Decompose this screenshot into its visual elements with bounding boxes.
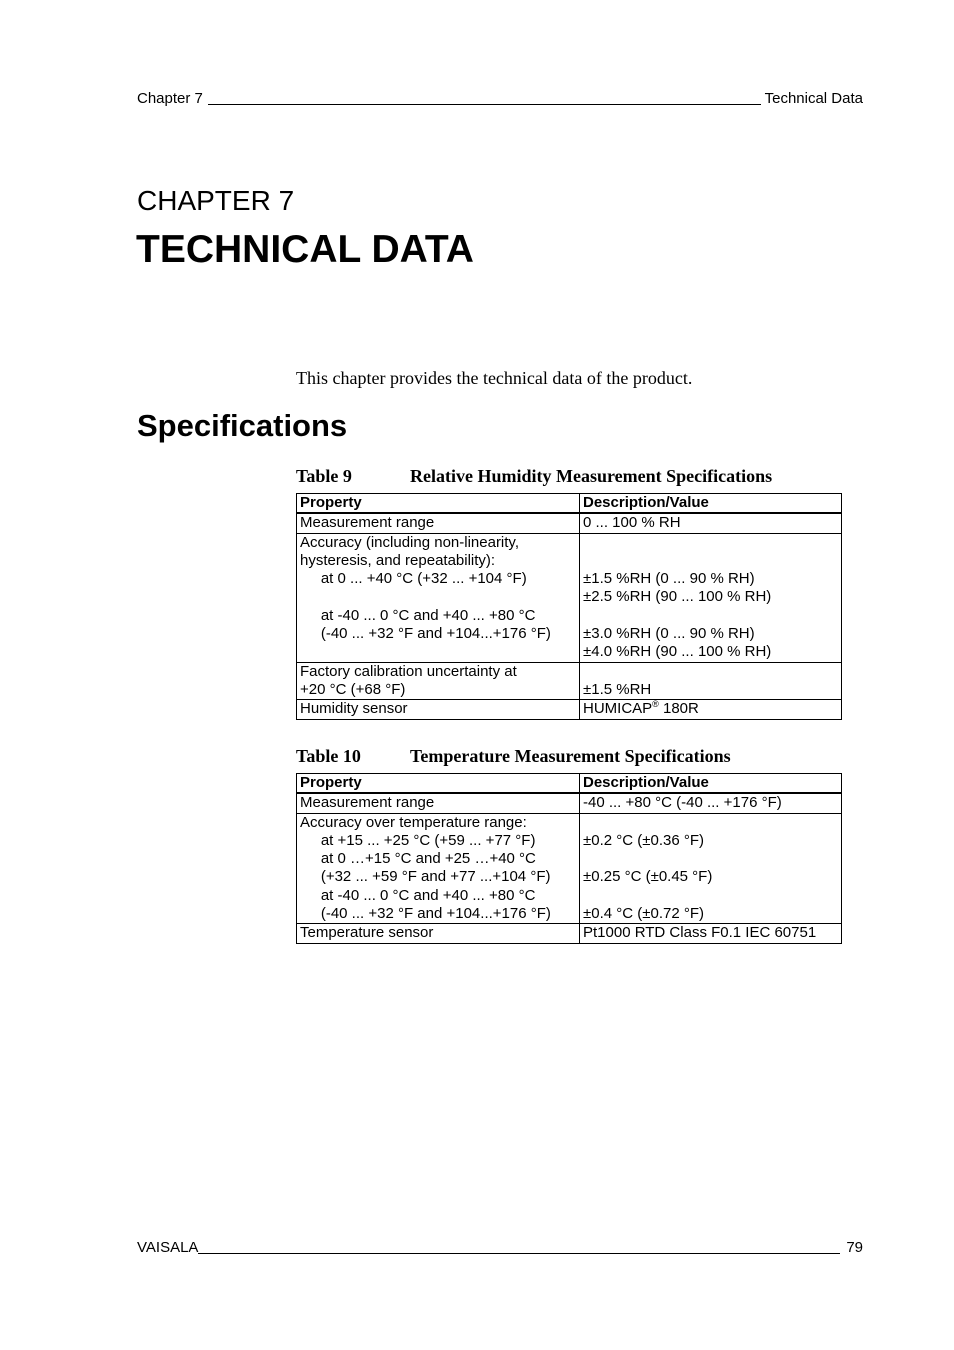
footer-brand: VAISALA: [137, 1239, 199, 1256]
footer-rule: [198, 1253, 840, 1254]
header-section-title: Technical Data: [764, 90, 863, 107]
table-row: [297, 513, 842, 533]
column-header-property: Property: [297, 774, 580, 794]
chapter-label: CHAPTER 7: [137, 185, 295, 216]
section-heading: Specifications: [137, 408, 348, 443]
header-chapter: Chapter 7: [137, 90, 203, 107]
sensor-model: 180R: [658, 700, 699, 718]
sensor-name: HUMICAP: [583, 700, 653, 718]
table-row: [297, 700, 842, 719]
header-rule: [208, 104, 761, 105]
property-cell: Accuracy (including non-linearity, hysteresis, and repeatability): at 0 ... +40 °C (+32 ... +104 °F) at -40 ... 0 °C and +40 ... +80 °C (-40 ... +32 °F and +104...+176 °F): [297, 533, 580, 662]
page-header: [137, 90, 863, 108]
property-cell: Humidity sensor: [297, 700, 580, 719]
temperature-spec-table: [296, 773, 842, 944]
table-number: Table 10: [296, 746, 361, 766]
table-row: [297, 662, 842, 700]
page-number: 79: [846, 1239, 863, 1256]
column-header-value: Description/Value: [580, 494, 842, 514]
intro-paragraph: This chapter provides the technical data of the product.: [296, 368, 693, 388]
table-title: Temperature Measurement Specifications: [410, 746, 731, 766]
value-cell: 0 ... 100 % RH: [580, 513, 842, 533]
table-number: Table 9: [296, 466, 352, 486]
table-title: Relative Humidity Measurement Specifications: [410, 466, 773, 486]
table-row: [297, 533, 842, 662]
table-row: [297, 793, 842, 813]
table-9-caption: [296, 465, 772, 487]
table-header-row: [297, 774, 842, 794]
humidity-spec-table: [296, 493, 842, 720]
value-cell: [580, 700, 842, 719]
page-footer: [137, 1239, 863, 1257]
table-header-row: [297, 494, 842, 514]
chapter-title: TECHNICAL DATA: [136, 228, 474, 271]
value-cell: ±0.2 °C (±0.36 °F) ±0.25 °C (±0.45 °F) ±0.4 °C (±0.72 °F): [580, 813, 842, 924]
column-header-value: Description/Value: [580, 774, 842, 794]
value-cell: ±1.5 %RH: [580, 662, 842, 700]
table-row: [297, 924, 842, 943]
value-cell: -40 ... +80 °C (-40 ... +176 °F): [580, 793, 842, 813]
property-cell: Temperature sensor: [297, 924, 580, 943]
property-cell: Factory calibration uncertainty at +20 °C (+68 °F): [297, 662, 580, 700]
registered-mark: ®: [652, 699, 659, 710]
value-cell: Pt1000 RTD Class F0.1 IEC 60751: [580, 924, 842, 943]
value-cell: ±1.5 %RH (0 ... 90 % RH) ±2.5 %RH (90 ... 100 % RH) ±3.0 %RH (0 ... 90 % RH) ±4.0 %RH (90 ... 100 % RH): [580, 533, 842, 662]
table-10-caption: [296, 745, 731, 767]
property-cell: Accuracy over temperature range: at +15 ... +25 °C (+59 ... +77 °F) at 0 …+15 °C and +25 …+40 °C (+32 ... +59 °F and +77 ...+104 °F) at -40 ... 0 °C and +40 ... +80 °C (-40 ... +32 °F and +104...+176 °F): [297, 813, 580, 924]
column-header-property: Property: [297, 494, 580, 514]
property-cell: Measurement range: [297, 513, 580, 533]
property-cell: Measurement range: [297, 793, 580, 813]
table-row: [297, 813, 842, 924]
